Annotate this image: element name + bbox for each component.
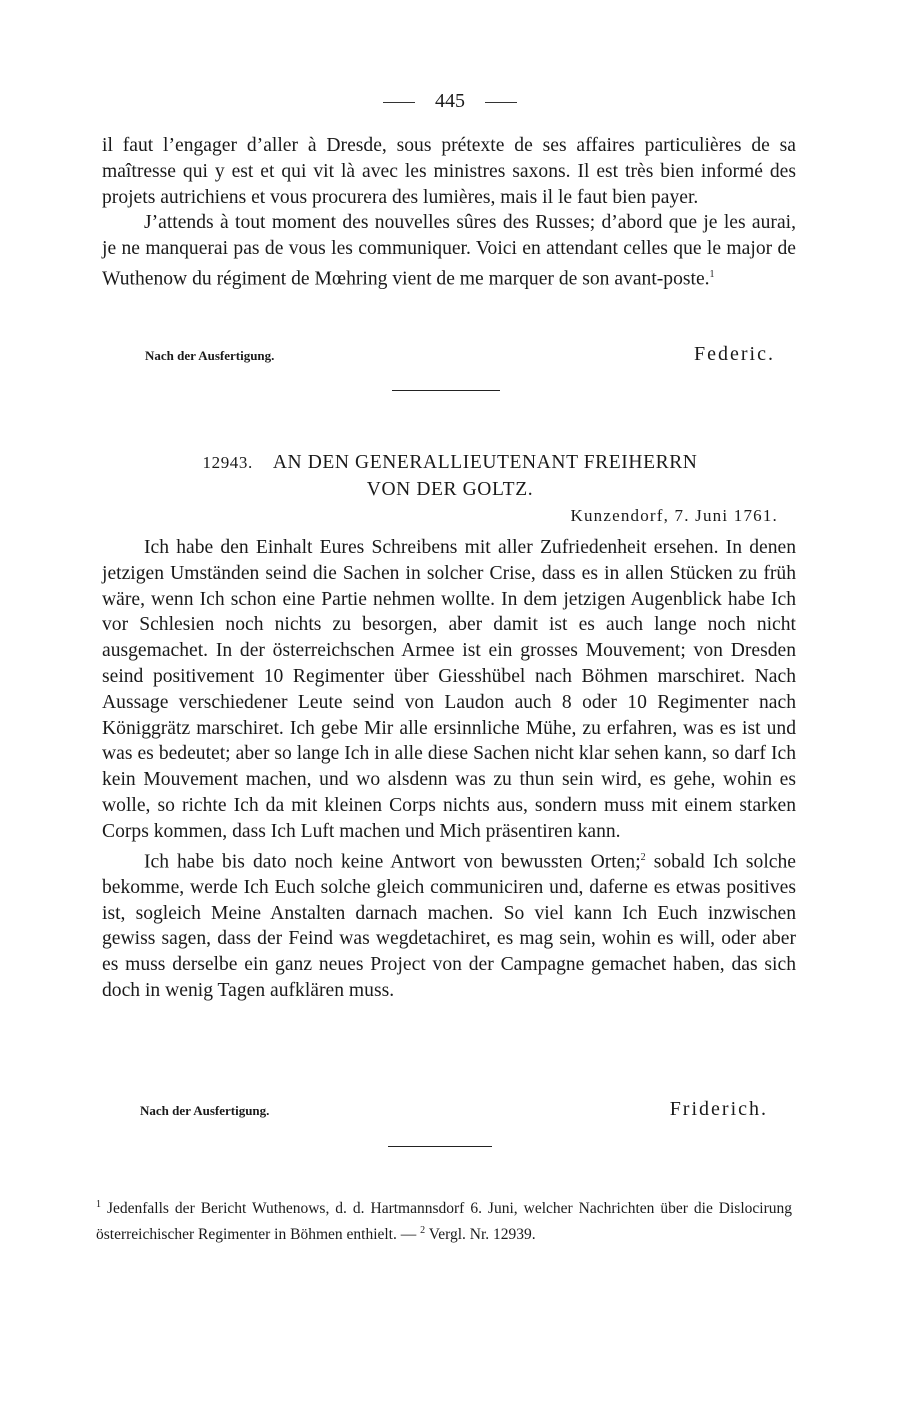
letter-signature-line xyxy=(140,1098,768,1121)
letter-addressee: AN DEN GENERALLIEUTENANT FREIHERRN xyxy=(272,452,698,473)
footnote-text-1: Jedenfalls der Bericht Wuthenows, d. d. Hartmannsdorf 6. Juni, welcher Nachrichten über die Dislocirung österreichischer Regimenter in Böhmen enthielt. — xyxy=(96,1200,792,1244)
footnote-ref-1[interactable]: 1 xyxy=(709,268,715,280)
continuation-paragraph-1: il faut l’engager d’aller à Dresde, sous prétexte de ses affaires particulières de sa maîtresse qui y est et qui vit là avec les ministres saxons. Il est très bien informé des projets autrichiens et vous procurera des lumières, mais il le faut bien payer. xyxy=(102,135,796,208)
letter-heading-line-2: VON DER GOLTZ. xyxy=(366,479,534,500)
letter-dateline: Kunzendorf, 7. Juni 1761. xyxy=(570,506,778,525)
letter-heading-line-1 xyxy=(0,449,900,476)
letter-source-note: Nach der Ausfertigung. xyxy=(140,1103,270,1118)
continuation-signature-line xyxy=(145,343,775,366)
letter-paragraph-2-start: Ich habe bis dato noch keine Antwort von bewussten Orten; xyxy=(144,851,641,873)
letter-paragraph-2-end: sobald Ich solche bekomme, werde Ich Euch solche gleich communiciren und, daferne es etwas positives ist, sogleich Meine Anstalten darnach machen. So viel kann Ich Euch inzwischen gewiss sagen, dass der Feind was wegdetachiret, es mag sein, wohin es will, oder aber es muss derselbe ein ganz neues Project von der Campagne gemachet haben, das sich doch in wenig Tagen aufklären muss. xyxy=(102,851,796,1002)
header-dash-left xyxy=(383,102,415,103)
footnote-marker-1: 1 xyxy=(96,1199,101,1210)
footnote-block xyxy=(96,1194,792,1246)
footnote-text-2: Vergl. Nr. 12939. xyxy=(425,1226,536,1244)
letter-heading xyxy=(0,449,900,503)
footnote-divider xyxy=(388,1146,492,1147)
source-note: Nach der Ausfertigung. xyxy=(145,348,275,363)
continuation-text xyxy=(102,133,796,292)
section-divider xyxy=(392,390,500,391)
continuation-paragraph-2 xyxy=(102,210,796,292)
page-number: 445 xyxy=(435,90,465,112)
letter-number: 12943. xyxy=(202,453,253,472)
page-header xyxy=(0,90,900,113)
letter-body xyxy=(102,535,796,1004)
letter-paragraph-1: Ich habe den Einhalt Eures Schreibens mit aller Zufriedenheit ersehen. In denen jetzigen Umständen seind die Sachen in solcher Crise, dass es in allen Stücken zu früh wäre, wenn Ich schon eine Partie nehmen wollte. In dem jetzigen Augenblick habe Ich vor Schlesien noch nichts zu besorgen, aber damit ist es auch lange noch nicht ausgemachet. In der österreichschen Armee ist ein grosses Mouvement; von Dresden seind positivement 10 Regimenter über Giesshübel nach Böhmen marschiret. Nach Aussage verschiedener Leute seind von Laudon auch 8 oder 10 Regimenter nach Königgrätz marschiret. Ich gebe Mir alle ersinnliche Mühe, zu erfahren, was es ist und was es bedeutet; aber so lange Ich in alle diese Sachen nicht klar sehen kann, so darf Ich kein Mouvement machen, und wo alsdenn was zu thun sein wird, es gehe, wohin es wolle, so richte Ich da mit kleinen Corps nichts aus, sondern muss mit einem starken Corps kommen, dass Ich Luft machen und Mich präsentiren kann. xyxy=(102,537,796,842)
footnote-marker-2: 2 xyxy=(420,1225,426,1237)
letter-signature: Friderich. xyxy=(669,1098,768,1120)
footnote-ref-2[interactable]: 2 xyxy=(640,851,646,863)
header-dash-right xyxy=(485,102,517,103)
letter-paragraph-2 xyxy=(102,845,796,1004)
footnotes xyxy=(96,1194,792,1246)
signature: Federic. xyxy=(694,343,775,365)
continuation-paragraph-2-text: J’attends à tout moment des nouvelles sûres des Russes; d’abord que je les aurai, je ne manquerai pas de vous les communiquer. Voici en attendant celles que le major de Wuthenow du régiment de Mœhring vient de me marquer de son avant-poste. xyxy=(102,212,796,290)
